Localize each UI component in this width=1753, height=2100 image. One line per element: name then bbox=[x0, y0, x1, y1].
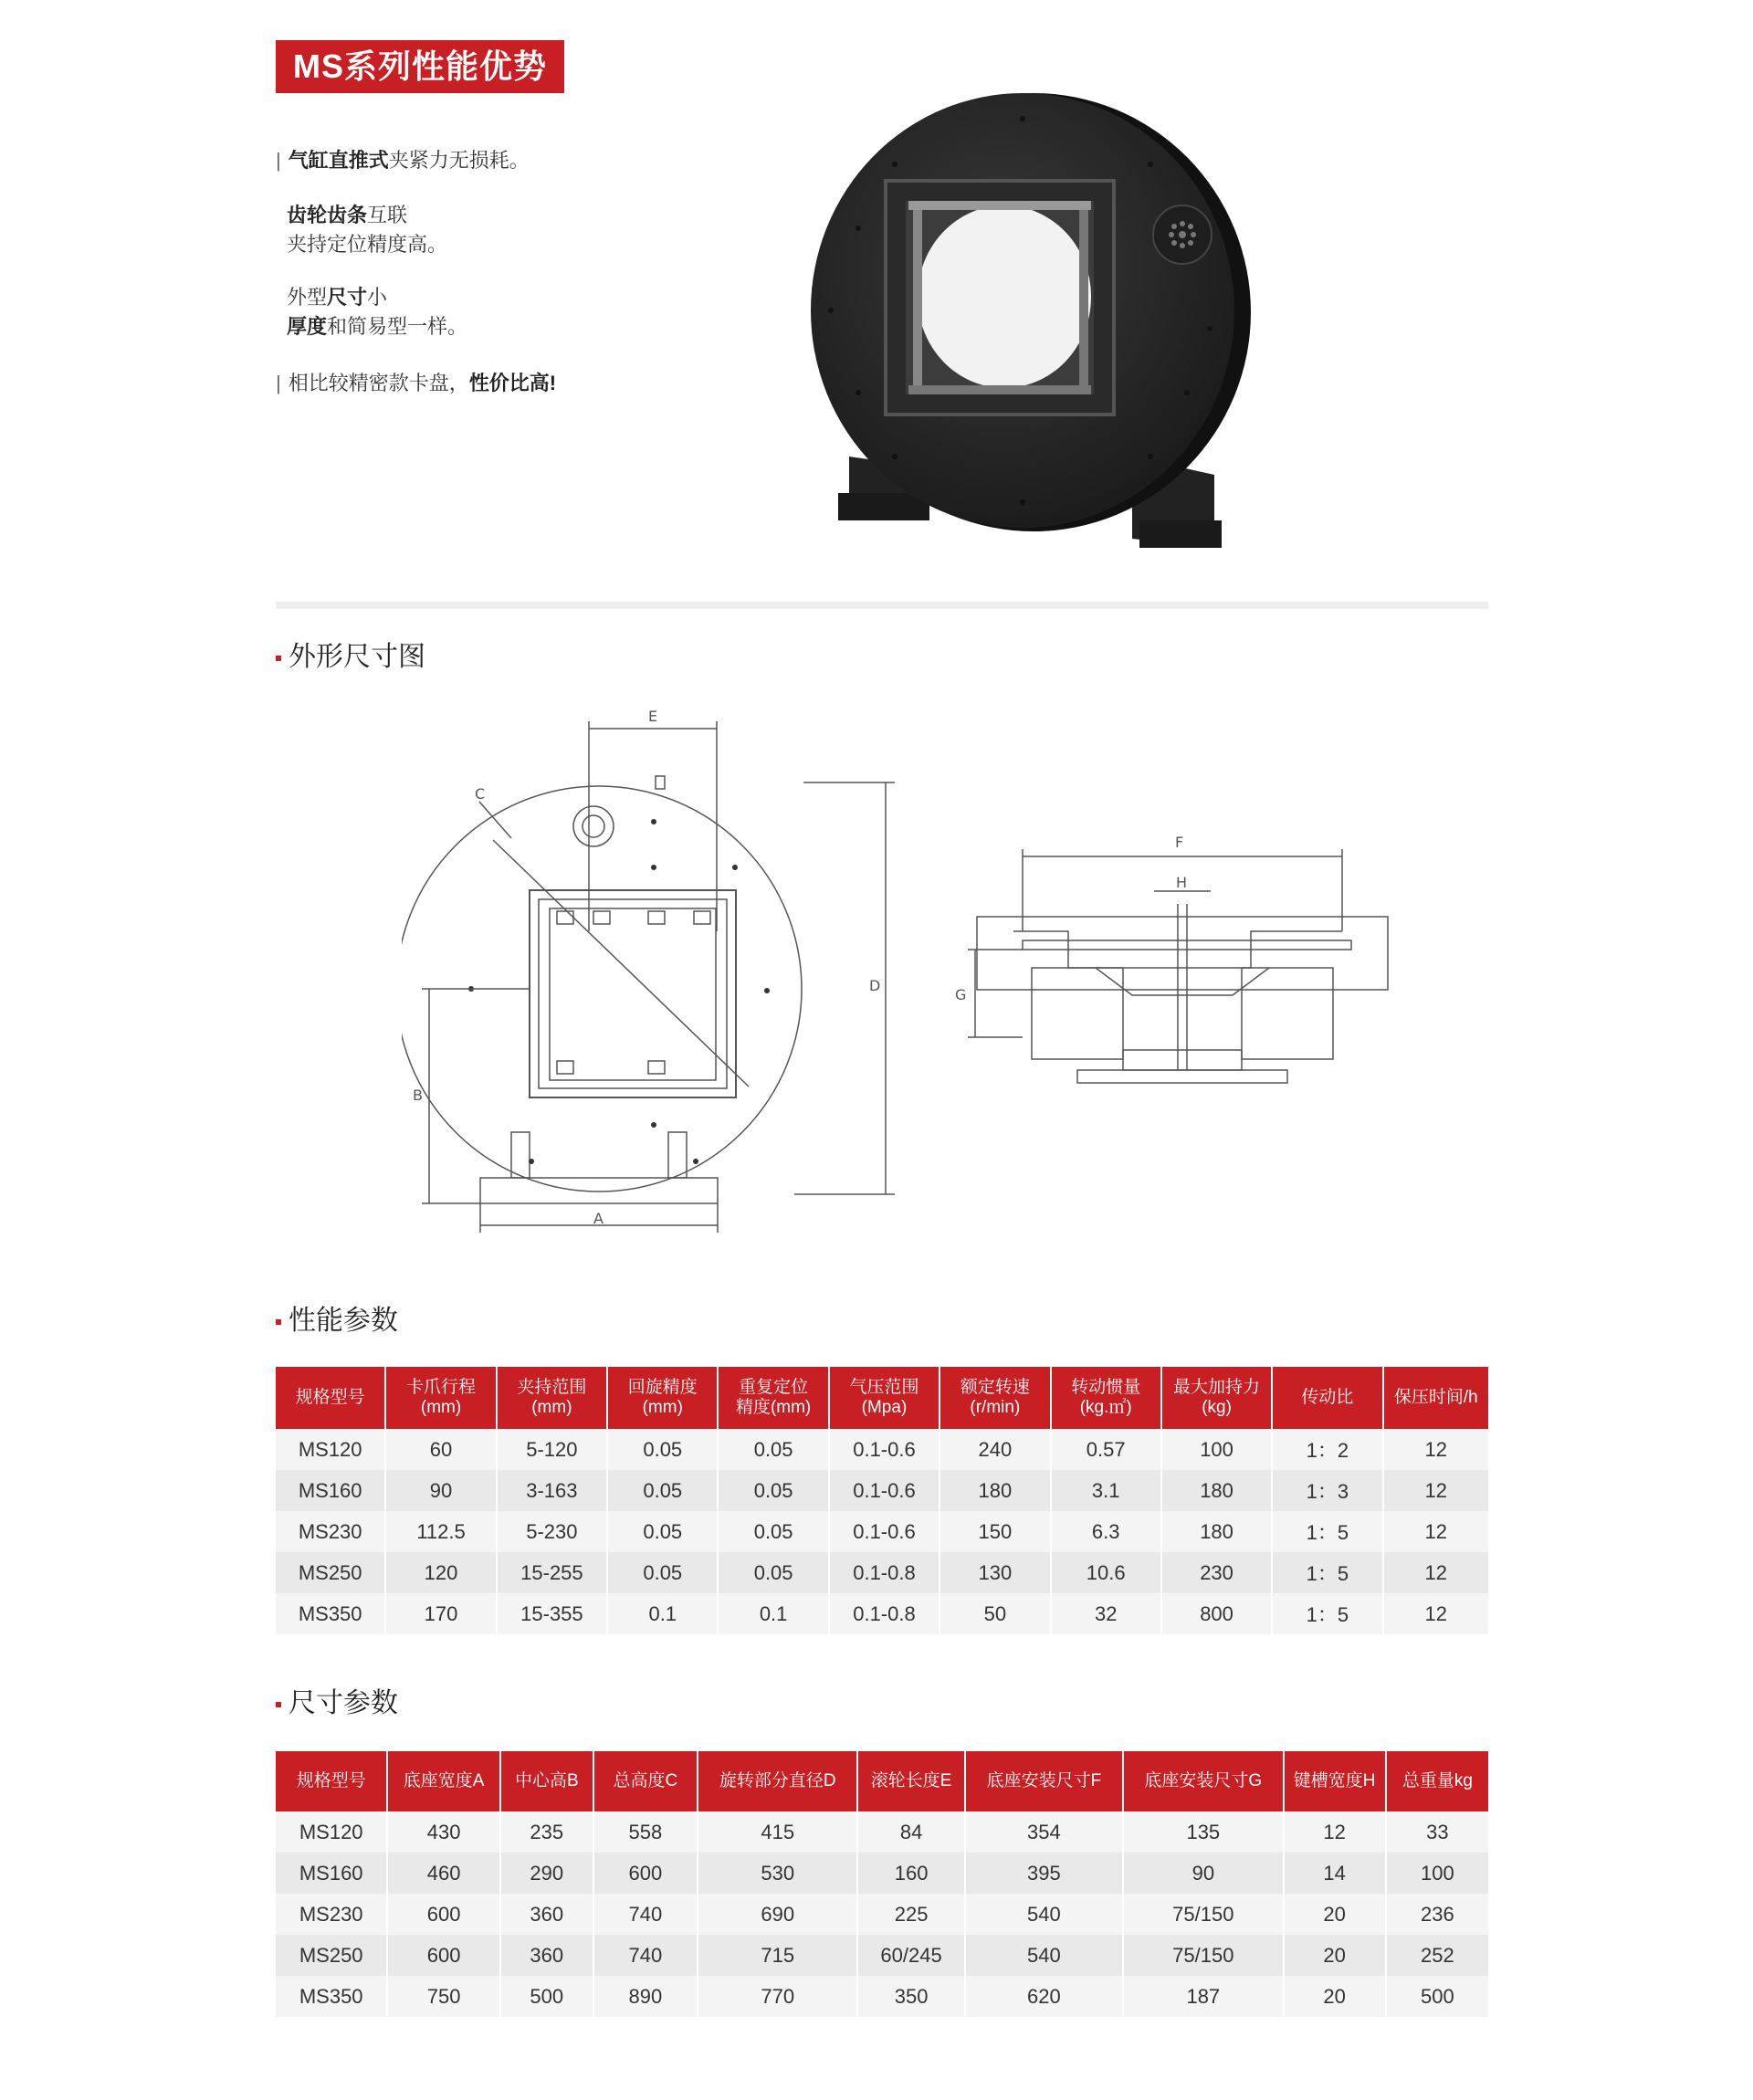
header-cell: 底座安装尺寸G bbox=[1123, 1751, 1283, 1811]
table-cell: 715 bbox=[698, 1935, 857, 1976]
table-cell: 690 bbox=[698, 1894, 857, 1935]
table-cell: MS230 bbox=[276, 1894, 387, 1935]
header-cell: 规格型号 bbox=[276, 1751, 387, 1811]
table-cell: 50 bbox=[939, 1593, 1050, 1634]
table-cell: 800 bbox=[1161, 1593, 1272, 1634]
table-cell: 360 bbox=[500, 1894, 593, 1935]
table-cell: MS120 bbox=[276, 1429, 385, 1470]
table-cell: 150 bbox=[939, 1511, 1050, 1552]
table-row bbox=[276, 1511, 1488, 1552]
table-cell: 120 bbox=[385, 1552, 496, 1593]
table-cell: 0.05 bbox=[607, 1470, 718, 1511]
feature-1: | 气缸直推式夹紧力无损耗。 bbox=[276, 149, 530, 172]
section-divider bbox=[276, 602, 1488, 609]
header-cell: 中心高B bbox=[500, 1751, 593, 1811]
table-cell: 12 bbox=[1383, 1511, 1488, 1552]
table-cell: 100 bbox=[1161, 1429, 1272, 1470]
section-title-performance: 性能参数 bbox=[276, 1303, 398, 1339]
table-cell: 240 bbox=[939, 1429, 1050, 1470]
table-cell: 3-163 bbox=[497, 1470, 607, 1511]
table-cell: 90 bbox=[1123, 1853, 1283, 1894]
header-cell: 额定转速 (r/min) bbox=[939, 1367, 1050, 1429]
table-cell: 0.1-0.6 bbox=[829, 1429, 939, 1470]
table-cell: MS120 bbox=[276, 1811, 387, 1853]
table-row bbox=[276, 1429, 1488, 1470]
table-cell: 180 bbox=[939, 1470, 1050, 1511]
header-cell: 回旋精度 (mm) bbox=[607, 1367, 718, 1429]
table-cell: 187 bbox=[1123, 1976, 1283, 2017]
dim-label-d: D bbox=[869, 977, 881, 994]
table-cell: 500 bbox=[1386, 1976, 1488, 2017]
performance-header-row bbox=[276, 1367, 1488, 1429]
table-cell: 0.1-0.6 bbox=[829, 1470, 939, 1511]
table-cell: 0.05 bbox=[718, 1552, 828, 1593]
table-cell: 5-120 bbox=[497, 1429, 607, 1470]
table-cell: 160 bbox=[857, 1853, 964, 1894]
header-cell: 卡爪行程 (mm) bbox=[385, 1367, 496, 1429]
table-cell: 84 bbox=[857, 1811, 964, 1853]
table-cell: 1：3 bbox=[1272, 1470, 1382, 1511]
table-cell: MS350 bbox=[276, 1593, 385, 1634]
table-cell: 75/150 bbox=[1123, 1935, 1283, 1976]
table-cell: 430 bbox=[387, 1811, 499, 1853]
table-cell: 12 bbox=[1383, 1470, 1488, 1511]
table-row bbox=[276, 1593, 1488, 1634]
table-cell: MS160 bbox=[276, 1470, 385, 1511]
bullet-icon bbox=[276, 1702, 281, 1707]
table-cell: 10.6 bbox=[1051, 1552, 1161, 1593]
table-cell: 290 bbox=[500, 1853, 593, 1894]
table-cell: 12 bbox=[1383, 1429, 1488, 1470]
table-row bbox=[276, 1976, 1488, 2017]
table-cell: 530 bbox=[698, 1853, 857, 1894]
table-row bbox=[276, 1853, 1488, 1894]
front-view-drawing bbox=[402, 694, 968, 1242]
dim-label-f: F bbox=[1175, 834, 1184, 851]
table-row bbox=[276, 1470, 1488, 1511]
table-cell: 500 bbox=[500, 1976, 593, 2017]
table-row bbox=[276, 1935, 1488, 1976]
table-row bbox=[276, 1552, 1488, 1593]
header-cell: 键槽宽度H bbox=[1284, 1751, 1386, 1811]
table-cell: 1：5 bbox=[1272, 1511, 1382, 1552]
table-cell: 0.05 bbox=[718, 1429, 828, 1470]
dim-label-h: H bbox=[1176, 874, 1188, 891]
table-cell: 1：2 bbox=[1272, 1429, 1382, 1470]
header-cell: 转动惯量 (kg.㎡) bbox=[1051, 1367, 1161, 1429]
table-cell: 100 bbox=[1386, 1853, 1488, 1894]
table-cell: 3.1 bbox=[1051, 1470, 1161, 1511]
table-cell: 0.1 bbox=[718, 1593, 828, 1634]
table-cell: 60 bbox=[385, 1429, 496, 1470]
dimension-header-row bbox=[276, 1751, 1488, 1811]
table-cell: 15-255 bbox=[497, 1552, 607, 1593]
table-cell: 12 bbox=[1383, 1552, 1488, 1593]
table-cell: 14 bbox=[1284, 1853, 1386, 1894]
side-view-drawing bbox=[940, 822, 1415, 1096]
feature-3: 外型尺寸小 厚度和简易型一样。 bbox=[287, 286, 468, 338]
header-cell: 气压范围 (Mpa) bbox=[829, 1367, 939, 1429]
header-cell: 重复定位 精度(mm) bbox=[718, 1367, 828, 1429]
dim-label-g: G bbox=[955, 986, 967, 1003]
header-cell: 底座安装尺寸F bbox=[965, 1751, 1123, 1811]
table-cell: MS230 bbox=[276, 1511, 385, 1552]
header-cell: 底座宽度A bbox=[387, 1751, 499, 1811]
table-cell: 0.05 bbox=[607, 1511, 718, 1552]
dim-label-a: A bbox=[593, 1210, 604, 1227]
table-cell: 460 bbox=[387, 1853, 499, 1894]
table-cell: 112.5 bbox=[385, 1511, 496, 1552]
table-cell: 890 bbox=[593, 1976, 698, 2017]
table-cell: 0.05 bbox=[718, 1470, 828, 1511]
dim-label-e: E bbox=[648, 708, 658, 725]
table-cell: 20 bbox=[1284, 1976, 1386, 2017]
table-cell: 15-355 bbox=[497, 1593, 607, 1634]
table-cell: 750 bbox=[387, 1976, 499, 2017]
table-cell: MS160 bbox=[276, 1853, 387, 1894]
section-title-outline: 外形尺寸图 bbox=[276, 639, 425, 676]
table-cell: 180 bbox=[1161, 1511, 1272, 1552]
table-cell: 620 bbox=[965, 1976, 1123, 2017]
table-row bbox=[276, 1811, 1488, 1853]
bullet-icon bbox=[276, 656, 281, 661]
table-cell: 130 bbox=[939, 1552, 1050, 1593]
table-cell: 0.1-0.8 bbox=[829, 1552, 939, 1593]
dimension-table bbox=[276, 1751, 1488, 2017]
table-cell: 12 bbox=[1383, 1593, 1488, 1634]
table-cell: 20 bbox=[1284, 1935, 1386, 1976]
table-cell: 350 bbox=[857, 1976, 964, 2017]
table-cell: 12 bbox=[1284, 1811, 1386, 1853]
table-row bbox=[276, 1894, 1488, 1935]
table-cell: 600 bbox=[387, 1935, 499, 1976]
dim-label-c: C bbox=[475, 785, 486, 803]
table-cell: 540 bbox=[965, 1894, 1123, 1935]
table-cell: 20 bbox=[1284, 1894, 1386, 1935]
page-title: MS系列性能优势 bbox=[276, 40, 564, 93]
header-cell: 旋转部分直径D bbox=[698, 1751, 857, 1811]
header-cell: 总重量kg bbox=[1386, 1751, 1488, 1811]
product-image bbox=[794, 64, 1251, 557]
section-title-dimension: 尺寸参数 bbox=[276, 1685, 398, 1722]
table-cell: 354 bbox=[965, 1811, 1123, 1853]
table-cell: 558 bbox=[593, 1811, 698, 1853]
table-cell: MS350 bbox=[276, 1976, 387, 2017]
table-cell: 360 bbox=[500, 1935, 593, 1976]
table-cell: 0.05 bbox=[607, 1552, 718, 1593]
table-cell: 0.57 bbox=[1051, 1429, 1161, 1470]
table-cell: 540 bbox=[965, 1935, 1123, 1976]
table-cell: 135 bbox=[1123, 1811, 1283, 1853]
table-cell: 770 bbox=[698, 1976, 857, 2017]
table-cell: 0.1-0.8 bbox=[829, 1593, 939, 1634]
header-cell: 滚轮长度E bbox=[857, 1751, 964, 1811]
table-cell: 740 bbox=[593, 1894, 698, 1935]
header-cell: 夹持范围 (mm) bbox=[497, 1367, 607, 1429]
feature-4: | 相比较精密款卡盘，性价比高! bbox=[276, 372, 557, 394]
table-cell: 0.1 bbox=[607, 1593, 718, 1634]
table-cell: 225 bbox=[857, 1894, 964, 1935]
table-cell: MS250 bbox=[276, 1935, 387, 1976]
table-cell: 33 bbox=[1386, 1811, 1488, 1853]
feature-2: 齿轮齿条互联 夹持定位精度高。 bbox=[287, 204, 448, 256]
table-cell: 600 bbox=[593, 1853, 698, 1894]
table-cell: 5-230 bbox=[497, 1511, 607, 1552]
table-cell: 0.05 bbox=[607, 1429, 718, 1470]
table-cell: 6.3 bbox=[1051, 1511, 1161, 1552]
dim-label-b: B bbox=[413, 1087, 423, 1104]
table-cell: 235 bbox=[500, 1811, 593, 1853]
table-cell: 600 bbox=[387, 1894, 499, 1935]
header-cell: 传动比 bbox=[1272, 1367, 1382, 1429]
table-cell: 236 bbox=[1386, 1894, 1488, 1935]
table-cell: 0.05 bbox=[718, 1511, 828, 1552]
header-cell: 规格型号 bbox=[276, 1367, 385, 1429]
table-cell: 75/150 bbox=[1123, 1894, 1283, 1935]
table-cell: 180 bbox=[1161, 1470, 1272, 1511]
table-cell: 415 bbox=[698, 1811, 857, 1853]
table-cell: 60/245 bbox=[857, 1935, 964, 1976]
header-cell: 最大加持力 (kg) bbox=[1161, 1367, 1272, 1429]
header-cell: 保压时间/h bbox=[1383, 1367, 1488, 1429]
table-cell: 230 bbox=[1161, 1552, 1272, 1593]
performance-table bbox=[276, 1367, 1488, 1634]
table-cell: 252 bbox=[1386, 1935, 1488, 1976]
table-cell: 740 bbox=[593, 1935, 698, 1976]
table-cell: 1：5 bbox=[1272, 1593, 1382, 1634]
table-cell: 0.1-0.6 bbox=[829, 1511, 939, 1552]
table-cell: MS250 bbox=[276, 1552, 385, 1593]
table-cell: 395 bbox=[965, 1853, 1123, 1894]
table-cell: 90 bbox=[385, 1470, 496, 1511]
table-cell: 1：5 bbox=[1272, 1552, 1382, 1593]
header-cell: 总高度C bbox=[593, 1751, 698, 1811]
bullet-icon bbox=[276, 1319, 281, 1325]
table-cell: 32 bbox=[1051, 1593, 1161, 1634]
table-cell: 170 bbox=[385, 1593, 496, 1634]
